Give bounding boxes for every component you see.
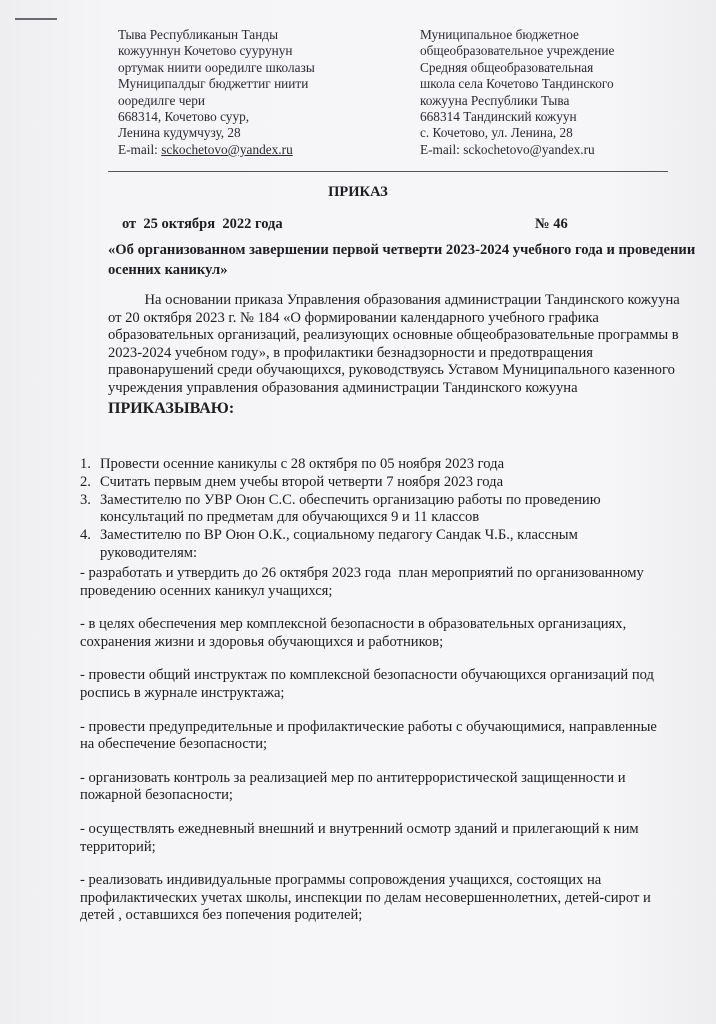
header-left-line: Ленина кудумчузу, 28 bbox=[118, 125, 241, 141]
scan-mark bbox=[15, 18, 57, 20]
document-date: от 25 октября 2022 года bbox=[122, 216, 283, 232]
task-line: - разработать и утвердить до 26 октября 2023 года план мероприятий по организованному bbox=[80, 565, 644, 581]
task-line: - провести предупредительные и профилактические работы с обучающимися, направленные bbox=[80, 718, 657, 735]
task-item bbox=[80, 821, 700, 856]
header-divider bbox=[108, 171, 668, 172]
list-item-text: консультаций по предметам для обучающихся 9 и 11 классов bbox=[100, 509, 480, 526]
document-title bbox=[108, 240, 708, 280]
task-item bbox=[80, 667, 700, 702]
task-line: - в целях обеспечения мер комплексной безопасности в образовательных организациях, bbox=[80, 616, 627, 633]
list-item-text: Считать первым днем учебы второй четверти 7 ноября 2023 года bbox=[100, 473, 504, 490]
intro-line: правонарушений среди обучающихся, руководствуясь Уставом Муниципального казенного bbox=[108, 362, 675, 379]
email-link[interactable]: sckochetovo@yandex.ru bbox=[161, 141, 293, 157]
intro-line: 2023-2024 учебном году», в профилактики безнадзорности и предотвращения bbox=[108, 344, 593, 361]
header-right-russian bbox=[420, 27, 700, 158]
list-number: 2. bbox=[80, 473, 91, 490]
list-number: 3. bbox=[80, 491, 91, 508]
header-right-line: 668314 Тандинский кожуун bbox=[420, 109, 577, 125]
task-line: на обеспечение безопасности; bbox=[80, 736, 268, 753]
email-label: E-mail: bbox=[118, 141, 162, 157]
intro-line: учреждения управления образования администрации Тандинского кожууна bbox=[108, 379, 578, 396]
list-item bbox=[80, 492, 700, 528]
list-item bbox=[80, 474, 700, 492]
task-line: профилактических учетах школы, инспекции по делам несовершеннолетних, детей-сирот и bbox=[80, 889, 651, 906]
header-left-line: кожууннун Кочетово суурунун bbox=[118, 43, 293, 59]
task-line: - провести общий инструктаж по комплексной безопасности обучающихся организаций под bbox=[80, 667, 654, 684]
header-left-line: Тыва Республиканын Танды bbox=[118, 27, 279, 42]
header-left-line: ортумак ниити ооредилге школазы bbox=[118, 59, 315, 75]
task-line: сохранения жизни и здоровья обучающихся и работников; bbox=[80, 633, 444, 650]
list-number: 1. bbox=[80, 456, 91, 472]
header-left-line: 668314, Кочетово суур, bbox=[118, 109, 250, 125]
task-item bbox=[80, 770, 700, 805]
task-line: проведению осенних каникул учащихся; bbox=[80, 582, 333, 599]
header-right-line: с. Кочетово, ул. Ленина, 28 bbox=[420, 125, 573, 141]
list-number: 4. bbox=[80, 527, 91, 544]
header-right-line: школа села Кочетово Тандинского bbox=[420, 76, 614, 92]
list-item-text: Заместителю по ВР Оюн О.К., социальному педагогу Сандак Ч.Б., классным bbox=[100, 527, 578, 544]
order-word: ПРИКАЗЫВАЮ: bbox=[108, 400, 235, 417]
task-line: пожарной безопасности; bbox=[80, 787, 233, 804]
intro-paragraph bbox=[108, 292, 708, 398]
list-item-text: Провести осенние каникулы с 28 октября по 05 ноября 2023 года bbox=[100, 456, 505, 472]
intro-line: от 20 октября 2023 г. № 184 «О формировании календарного учебного графика bbox=[108, 309, 599, 326]
header-left-tuvan bbox=[118, 27, 408, 158]
task-line: роспись в журнале инструктажа; bbox=[80, 684, 285, 701]
list-item-text: Заместителю по УВР Оюн С.С. обеспечить организацию работы по проведению bbox=[100, 491, 601, 508]
task-list bbox=[80, 565, 700, 941]
task-line: детей , оставшихся без попечения родителей; bbox=[80, 907, 363, 924]
task-line: - реализовать индивидуальные программы сопровождения учащихся, состоящих на bbox=[80, 872, 602, 889]
header-left-line: ооредилге чери bbox=[118, 92, 206, 108]
header-right-line: кожууна Республики Тыва bbox=[420, 92, 570, 108]
list-item-text: руководителям: bbox=[100, 544, 198, 561]
document-heading: ПРИКАЗ bbox=[328, 184, 388, 200]
task-item bbox=[80, 616, 700, 651]
task-line: - осуществлять ежедневный внешний и внутренний осмотр зданий и прилегающий к ним bbox=[80, 820, 639, 837]
task-item bbox=[80, 872, 700, 925]
title-line: «Об организованном завершении первой четверти 2023-2024 учебного года и проведении bbox=[108, 242, 696, 258]
document-number: № 46 bbox=[535, 216, 568, 232]
task-line: - организовать контроль за реализацией мер по антитеррористической защищенности и bbox=[80, 769, 626, 786]
header-right-line: E-mail: sckochetovo@yandex.ru bbox=[420, 141, 595, 157]
intro-line: образовательных организаций, реализующих основные общеобразовательные программы в bbox=[108, 327, 679, 344]
header-left-line: Муниципалдыг бюджеттиг ниити bbox=[118, 76, 309, 92]
intro-line: На основании приказа Управления образования администрации Тандинского кожууна bbox=[108, 292, 680, 308]
header-left-email-line bbox=[118, 142, 408, 158]
title-line: осенних каникул» bbox=[108, 262, 228, 278]
header-right-line: Муниципальное бюджетное bbox=[420, 27, 579, 42]
task-item bbox=[80, 565, 700, 600]
header-right-line: общеобразовательное учреждение bbox=[420, 43, 615, 59]
task-line: территорий; bbox=[80, 838, 156, 855]
list-item bbox=[80, 527, 700, 563]
numbered-list bbox=[80, 456, 700, 563]
header-right-line: Средняя общеобразовательная bbox=[420, 59, 594, 75]
task-item bbox=[80, 719, 700, 754]
list-item bbox=[80, 456, 700, 474]
